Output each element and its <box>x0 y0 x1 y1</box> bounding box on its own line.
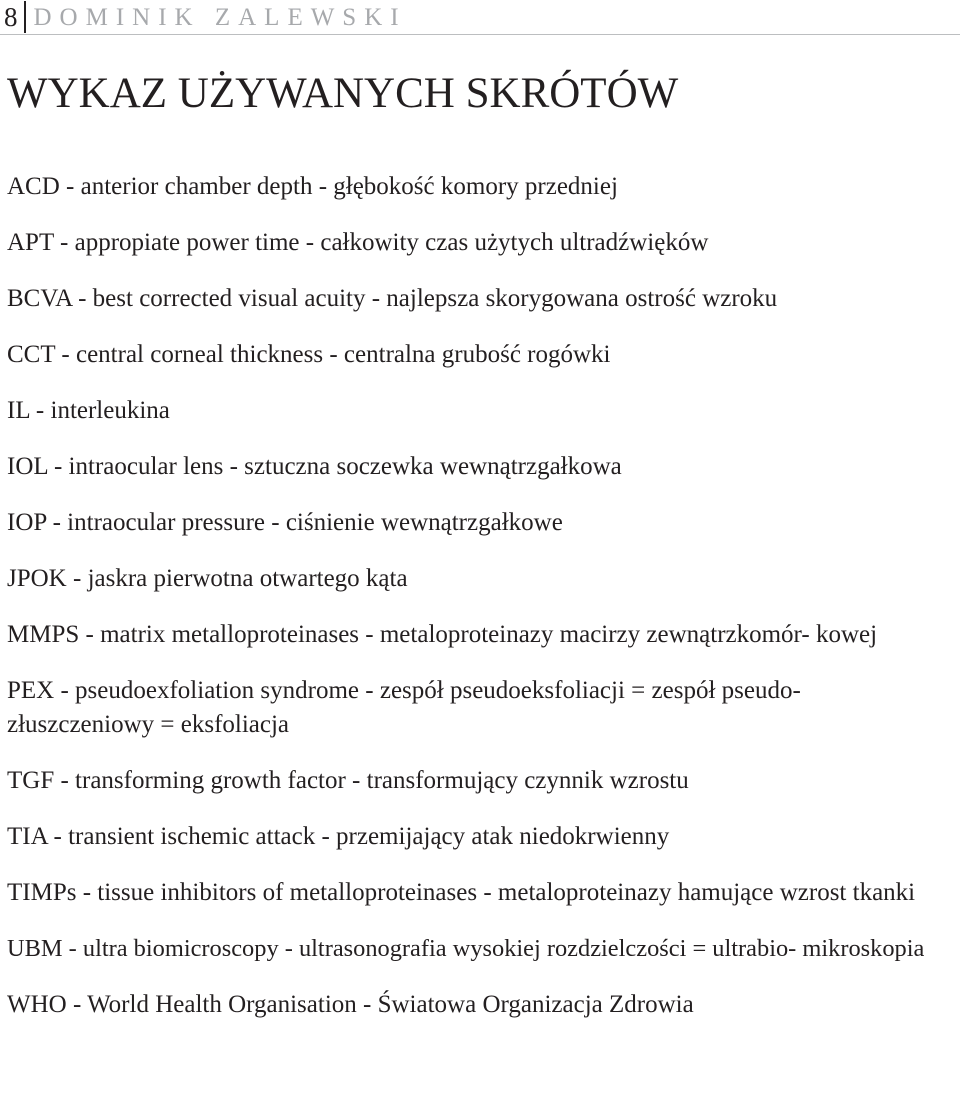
page-number: 8 <box>4 1 18 32</box>
abbreviation-entry-acd: ACD - anterior chamber depth - głębokość komory przedniej <box>7 173 618 200</box>
abbreviation-entry-bcva: BCVA - best corrected visual acuity - najlepsza skorygowana ostrość wzroku <box>7 285 778 312</box>
page-title: WYKAZ UŻYWANYCH SKRÓTÓW <box>7 70 679 117</box>
abbreviation-entry-tgf: TGF - transforming growth factor - transformujący czynnik wzrostu <box>7 767 689 794</box>
abbreviation-entry-il: IL - interleukina <box>7 397 170 424</box>
abbreviation-entry-who: WHO - World Health Organisation - Światowa Organizacja Zdrowia <box>7 991 694 1018</box>
header-rule <box>0 34 960 35</box>
header-separator <box>24 1 26 33</box>
abbreviation-entry-mmps: MMPS - matrix metalloproteinases - metaloproteinazy macirzy zewnątrzkomór- kowej <box>7 621 878 648</box>
running-head <box>4 0 407 34</box>
abbreviation-entry-tia: TIA - transient ischemic attack - przemijający atak niedokrwienny <box>7 823 670 850</box>
abbreviation-entry-iol: IOL - intraocular lens - sztuczna soczewka wewnątrzgałkowa <box>7 453 622 480</box>
abbreviation-entry-iop: IOP - intraocular pressure - ciśnienie wewnątrzgałkowe <box>7 509 563 536</box>
abbreviation-entry-cct: CCT - central corneal thickness - centralna grubość rogówki <box>7 341 611 368</box>
abbreviation-entry-apt: APT - appropiate power time - całkowity czas użytych ultradźwięków <box>7 229 709 256</box>
abbreviation-entry-timps: TIMPs - tissue inhibitors of metalloproteinases - metaloproteinazy hamujące wzrost tkanki <box>7 879 916 906</box>
abbreviation-entry-pex: PEX - pseudoexfoliation syndrome - zespół pseudoeksfoliacji = zespół pseudo- złuszczeniowy = eksfoliacja <box>7 677 801 738</box>
abbreviation-entry-ubm: UBM - ultra biomicroscopy - ultrasonografia wysokiej rozdzielczości = ultrabio- mikroskopia <box>7 935 925 962</box>
abbreviation-entry-jpok: JPOK - jaskra pierwotna otwartego kąta <box>7 565 408 592</box>
author-name: DOMINIK ZALEWSKI <box>33 3 407 31</box>
abbreviation-list <box>7 170 953 1044</box>
